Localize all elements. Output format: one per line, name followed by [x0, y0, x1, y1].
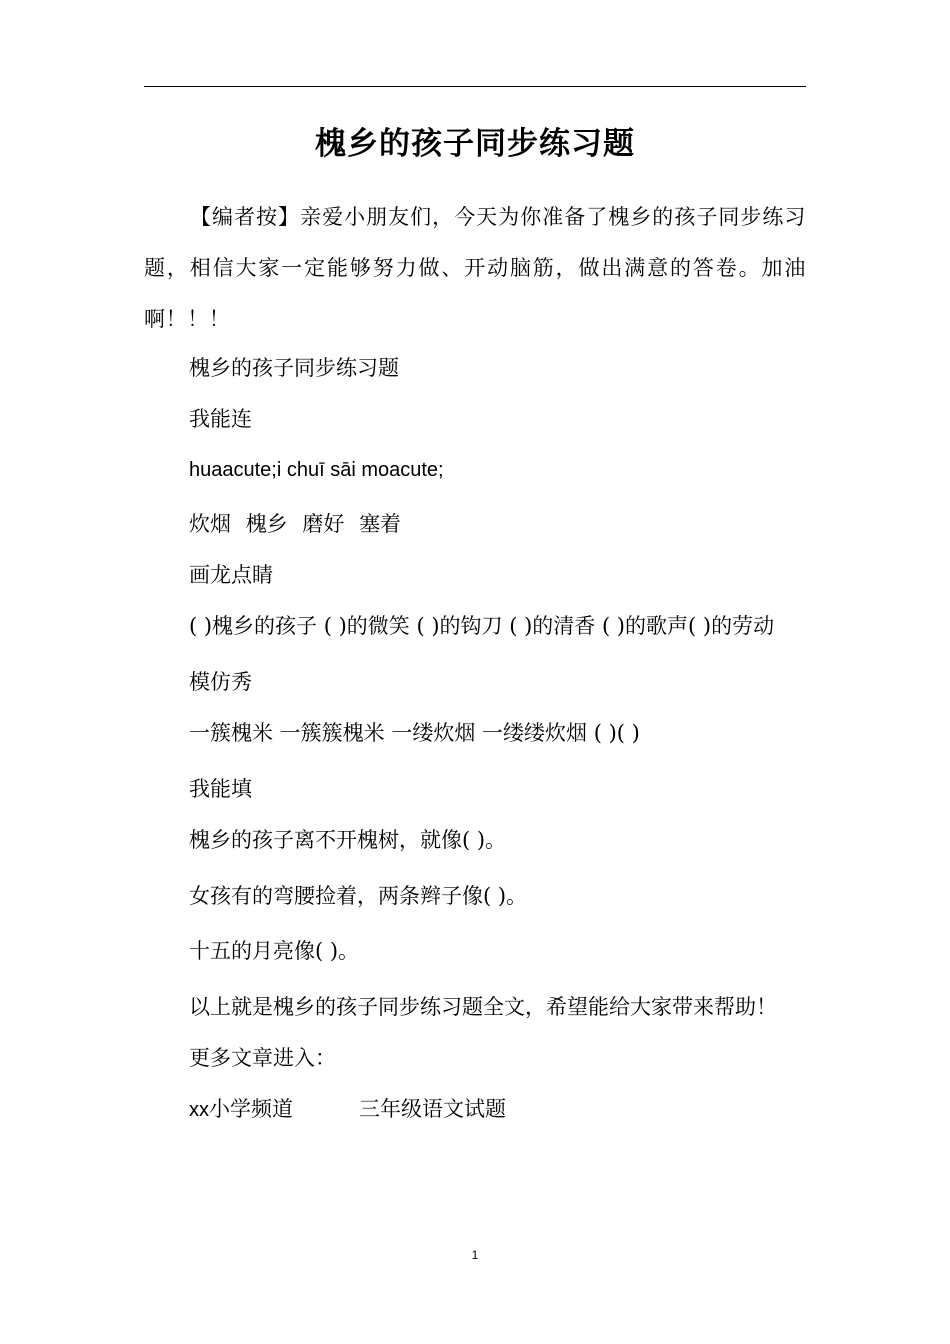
- word-item: 槐乡: [245, 512, 288, 536]
- blanks-line: ( )槐乡的孩子 ( )的微笑 ( )的钩刀 ( )的清香 ( )的歌声( )的劳动: [189, 614, 775, 638]
- closing-text: 以上就是槐乡的孩子同步练习题全文，希望能给大家带来帮助！: [189, 995, 777, 1019]
- imitate-line: 一簇槐米 一簇簇槐米 一缕炊烟 一缕缕炊烟 ( )( ): [189, 721, 640, 745]
- page-number: 1: [471, 1248, 479, 1262]
- word-list: [189, 509, 401, 539]
- editor-note: 【编者按】亲爱小朋友们，今天为你准备了槐乡的孩子同步练习题，相信大家一定能够努力做、开动脑筋，做出满意的答卷。加油啊！！！: [144, 205, 806, 331]
- section-heading-imitate: 模仿秀: [189, 670, 252, 694]
- related-links: [189, 1094, 506, 1125]
- fill-item-1: 槐乡的孩子离不开槐树，就像( )。: [189, 828, 507, 852]
- subtitle: 槐乡的孩子同步练习题: [189, 356, 399, 380]
- section-heading-connect: 我能连: [189, 407, 252, 431]
- pinyin-line: huaacute;i chuī sāi moacute;: [189, 459, 444, 481]
- word-item: 炊烟: [189, 512, 231, 536]
- channel-link-label: 小学频道: [209, 1097, 293, 1121]
- header-rule: [144, 86, 806, 87]
- fill-item-2: 女孩有的弯腰捡着，两条辫子像( )。: [189, 884, 528, 908]
- word-item: 塞着: [359, 512, 402, 536]
- exam-link[interactable]: 三年级语文试题: [359, 1097, 506, 1121]
- section-heading-fill: 我能填: [189, 777, 252, 801]
- word-item: 磨好: [302, 512, 345, 536]
- more-articles-label: 更多文章进入：: [189, 1046, 336, 1070]
- document-title: 槐乡的孩子同步练习题: [315, 126, 635, 162]
- channel-link-prefix: xx: [189, 1099, 209, 1121]
- section-heading-dragon: 画龙点睛: [189, 563, 273, 587]
- channel-link[interactable]: [189, 1097, 293, 1121]
- fill-item-3: 十五的月亮像( )。: [189, 939, 360, 963]
